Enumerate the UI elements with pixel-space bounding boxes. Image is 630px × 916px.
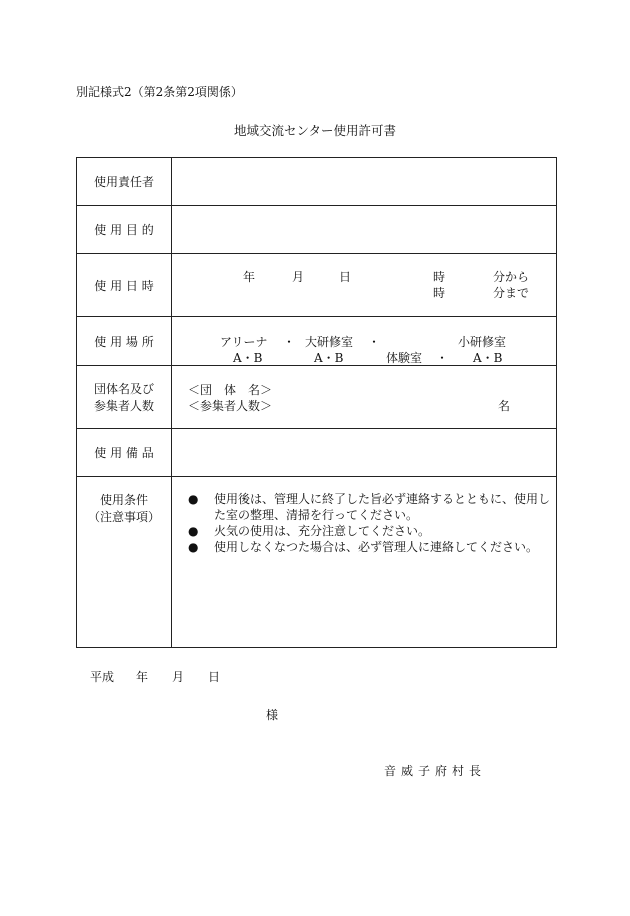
- participants-unit: 名: [498, 399, 511, 413]
- conditions-label: [77, 477, 172, 648]
- permit-form-table: [76, 157, 557, 648]
- place-label: 使 用 場 所: [77, 317, 172, 366]
- row-place: [77, 317, 557, 366]
- place-separator: ・: [436, 351, 449, 365]
- equipment-field[interactable]: [172, 429, 557, 477]
- datetime-minute-from: 分から: [493, 270, 530, 284]
- bullet-icon: ●: [188, 492, 199, 506]
- issuer-signature: 音威子府村長: [384, 764, 487, 778]
- group-label-line1: 団体名及び: [93, 382, 154, 396]
- date-era: 平成: [90, 670, 115, 684]
- row-responsible: [77, 158, 557, 206]
- purpose-label: 使 用 目 的: [77, 206, 172, 254]
- place-arena-ab[interactable]: A・B: [233, 351, 263, 365]
- purpose-field[interactable]: [172, 206, 557, 254]
- place-separator: ・: [283, 335, 296, 349]
- datetime-day: 日: [339, 270, 352, 284]
- equipment-label: 使 用 備 品: [77, 429, 172, 477]
- conditions-label-line2: （注意事項）: [87, 510, 160, 524]
- document-title: 地域交流センター使用許可書: [233, 123, 396, 138]
- place-separator: ・: [368, 335, 381, 349]
- group-field[interactable]: [172, 366, 557, 429]
- date-month: 月: [172, 670, 185, 684]
- datetime-year: 年: [243, 270, 256, 284]
- group-name-placeholder: ＜団 体 名＞: [188, 383, 273, 397]
- place-large-room-ab[interactable]: A・B: [314, 351, 344, 365]
- list-item: [188, 523, 550, 539]
- list-item: [188, 491, 550, 523]
- place-large-training-room[interactable]: 大研修室: [305, 335, 354, 349]
- condition-text: 使用しなくなつた場合は、必ず管理人に連絡してください。: [214, 540, 539, 554]
- bullet-icon: ●: [188, 540, 199, 554]
- date-year: 年: [136, 670, 149, 684]
- list-item: [188, 539, 550, 555]
- group-label-line2: 参集者人数: [93, 399, 154, 413]
- row-purpose: [77, 206, 557, 254]
- bullet-icon: ●: [188, 524, 199, 538]
- conditions-field: [172, 477, 557, 648]
- group-label: [77, 366, 172, 429]
- conditions-list: [188, 491, 550, 555]
- date-day: 日: [208, 670, 221, 684]
- place-small-room-ab[interactable]: A・B: [473, 351, 503, 365]
- row-conditions: [77, 477, 557, 648]
- place-experience-room[interactable]: 体験室: [386, 351, 423, 365]
- row-group: [77, 366, 557, 429]
- condition-text: 使用後は、管理人に終了した旨必ず連絡するとともに、使用した室の整理、清掃を行ってください。: [214, 492, 551, 522]
- place-field[interactable]: [172, 317, 557, 366]
- datetime-month: 月: [292, 270, 305, 284]
- datetime-hour-from: 時: [433, 270, 446, 284]
- participants-placeholder: ＜参集者人数＞: [188, 399, 273, 413]
- condition-text: 火気の使用は、充分注意してください。: [214, 524, 431, 538]
- responsible-label: 使用責任者: [77, 158, 172, 206]
- datetime-field[interactable]: [172, 254, 557, 317]
- row-equipment: [77, 429, 557, 477]
- row-datetime: [77, 254, 557, 317]
- datetime-hour-to: 時: [433, 286, 446, 300]
- form-reference: 別記様式2（第2条第2項関係）: [76, 85, 243, 99]
- datetime-label: 使 用 日 時: [77, 254, 172, 317]
- place-arena[interactable]: アリーナ: [220, 335, 268, 349]
- responsible-field[interactable]: [172, 158, 557, 206]
- place-small-training-room[interactable]: 小研修室: [458, 335, 507, 349]
- datetime-minute-to: 分まで: [493, 286, 530, 300]
- addressee-suffix: 様: [266, 708, 279, 722]
- conditions-label-line1: 使用条件: [99, 493, 148, 507]
